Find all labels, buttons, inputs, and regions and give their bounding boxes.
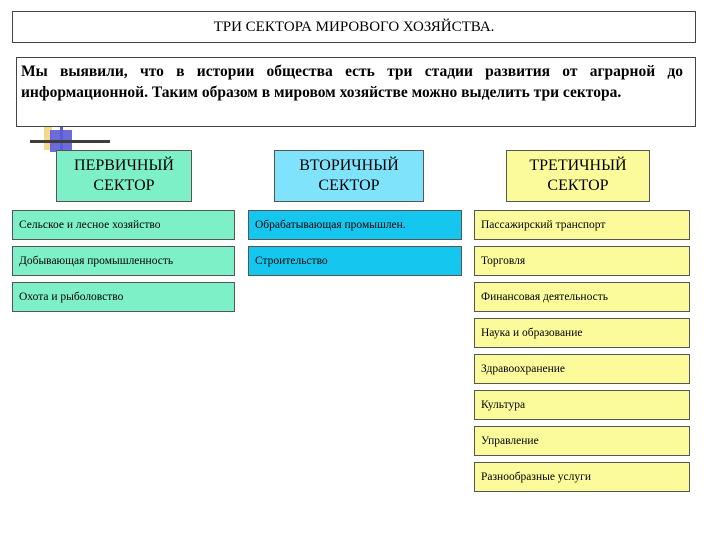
tertiary-sector-item: Управление <box>474 426 690 456</box>
tertiary-sector-item: Культура <box>474 390 690 420</box>
primary-sector-header: ПЕРВИЧНЫЙ СЕКТОР <box>56 150 192 202</box>
tertiary-sector-header: ТРЕТИЧНЫЙ СЕКТОР <box>506 150 650 202</box>
tertiary-sector-item: Торговля <box>474 246 690 276</box>
secondary-sector-item: Строительство <box>248 246 462 276</box>
slide-title-text: ТРИ СЕКТОРА МИРОВОГО ХОЗЯЙСТВА. <box>213 18 495 35</box>
primary-sector-item: Сельское и лесное хозяйство <box>12 210 235 240</box>
tertiary-sector-item: Наука и образование <box>474 318 690 348</box>
tertiary-sector-item: Здравоохранение <box>474 354 690 384</box>
secondary-sector-item: Обрабатывающая промышлен. <box>248 210 462 240</box>
tertiary-sector-item: Финансовая деятельность <box>474 282 690 312</box>
secondary-sector-header: ВТОРИЧНЫЙ СЕКТОР <box>274 150 424 202</box>
decorative-line-horizontal <box>30 140 110 143</box>
primary-sector-item: Добывающая промышленность <box>12 246 235 276</box>
intro-text-box <box>16 57 696 127</box>
tertiary-sector-item: Пассажирский транспорт <box>474 210 690 240</box>
primary-sector-item: Охота и рыболовство <box>12 282 235 312</box>
slide-title <box>12 11 696 43</box>
tertiary-sector-item: Разнообразные услуги <box>474 462 690 492</box>
intro-text: Мы выявили, что в истории общества есть три стадии развития от аграрной до информационной. Таким образом в мировом хозяйстве можно выделить три сектора. <box>21 63 683 101</box>
